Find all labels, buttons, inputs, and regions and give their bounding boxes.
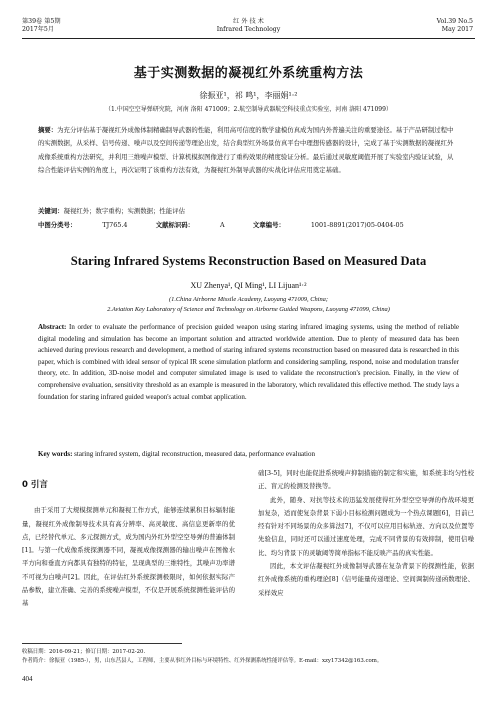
section-heading-intro: 0 引言 [22,480,48,490]
affiliation-en-2: 2.Aviation Key Laboratory of Science and Technology on Airborne Guided Weapons, Luoyang 471099, China) [107,306,390,313]
clc-label: 中图分类号： [38,221,77,229]
abstract-en-label: Abstract: [38,323,67,331]
paper-title-en: Staring Infrared Systems Reconstruction Based on Measured Data [70,254,427,268]
keywords-cn [38,206,459,215]
abstract-cn-label: 摘要： [38,126,58,134]
publish-date: 2017年5月 [22,26,55,33]
keywords-en [38,450,459,458]
body-right-column [258,467,474,600]
body-paragraph: 此外，随身、对抗等技术的迅猛发展使得红外型空空导弹的作战环境更加复杂，适而使复杂背景下弱小目标检测问题成为一个热点课题[6]，目前已经有针对不同场景的众多算法[7]，不仅可以应用目标轨迹、方向以及位置等先验信息，同时还可以通过速度处理，完成不同背景的有效抑制，使用信噪比、均匀背景下的灵敏阈等简单指标不能反映产品的真实性能。 [258,495,474,557]
body-paragraph: 由于采用了大规模探测单元和凝视工作方式，能够连续累积目标辐射能量，凝视红外成像制导技术具有高分辨率、高灵敏度、高信息更新率的优点，已经替代单元、多元探测方式，成为国内外红外型空空导弹的普遍体制[1]。与第一代成像系统探测器不同，凝视成像探测器的输出噪声在图像水平方向和垂直方向都具有独特的特征，呈现典型的三维特性，其噪声功率谱不可视为白噪声[2]。因此，在评估红外系统探测极限时，如何依据实际产品参数，建立准确、完善的系统噪声模型，不仅是开展系统探测性能评估的基 [22,506,235,608]
body-paragraph: 因此，本文评估凝视红外成像制导武器在复杂背景下的探测性能，依据红外成像系统的重构理论[8]（信号能量传递理论、空间调制传递函数理论、采样效应 [258,562,474,597]
abstract-en-text: In order to evaluate the performance of precision guided weapon using staring infrared imaging systems, using the method of reliable digital modeling and simulation has become an important solution and attracted worldwide attention. Due to plenty of measured data has been achieved during previous research and development, a method of staring infrared systems reconstruction based on measured data is researched in this paper, which is combined with ideal sensor of typical IR scene simulation platform and considering sampling, respond, noise and modulation transfer theory, etc. In addition, 3D-noise model and computer simulated image is used to validate the reconstruction's precision. Finally, in the view of comprehensive evaluation, sensitivity threshold as an example is measured in the laboratory, which revalidated this effective method. The study lays a foundation for staring infrared guided weapon's actual combat application. [38,323,460,401]
footnote-author: 作者简介：徐振亚（1985-），男，山东莒县人，工程师，主要从事红外目标与环境特性、红外探测系统性能评估等。E-mail：xzy17342@163.com。 [22,658,383,664]
doc-code-label: 文献标识码： [155,221,195,229]
body-paragraph: 础[3-5]，同时也能促进系统噪声抑制措施的制定和实施，如系统非均匀性校正、盲元的检测及替换等。 [258,469,474,491]
keywords-cn-text: 凝视红外；数字重构；实测数据；性能评估 [63,207,185,215]
doc-code-value: A [220,221,225,229]
journal-volume-info-en [437,18,473,34]
clc-value: TJ765.4 [102,221,128,229]
publish-date-en: May 2017 [441,26,473,33]
page-number: 404 [22,675,33,683]
article-no-value: 1001-8891(2017)05-0404-05 [310,221,404,229]
authors-en: XU Zhenya¹, QI Ming¹, LI Lijuan¹·² [190,281,307,290]
header-divider [22,38,475,39]
footnote-received: 收稿日期：2016-09-21；修订日期：2017-02-20. [22,649,146,655]
abstract-cn-text: 为充分评估基于凝视红外成像体制精确制导武器的性能，利用高可信度的数学建模仿真成为国内外普遍关注的重要途径。基于产品研制过程中的实测数据，从采样、信号传递、噪声以及空间传递等理论出发，结合典型红外场景仿真平台中理想传感器的设计，完成了基于实测数据的凝视红外成像系统重构方法研究，并利用三维噪声模型、计算机模拟图像进行了重构效果的精度验证分析。最后通过灵敏度阈值开展了实验室内验证试验，从综合性能评估实例的角度上，再次证明了该重构方法有效，为凝视红外制导武器的实战化评估应用奠定基础。 [38,126,454,174]
body-left-column [22,467,235,611]
volume-issue-en: Vol.39 No.5 [436,18,473,25]
affiliation-en-1: (1.China Airborne Missile Academy, Luoyang 471009, China; [169,296,328,303]
volume-issue: 第39卷 第5期 [22,18,61,25]
keywords-en-label: Key words: [38,450,73,458]
paper-title-cn: 基于实测数据的凝视红外系统重构方法 [133,66,364,81]
affiliation-cn: （1.中国空空导弹研究院，河南 洛阳 471009；2.航空制导武器航空科技重点实验室，河南 洛阳 471099） [105,106,392,113]
keywords-en-text: staring infrared system, digital reconstruction, measured data, performance evaluation [74,450,315,458]
abstract-en [38,322,459,403]
article-no-label: 文章编号： [252,221,285,229]
journal-name-en: Infrared Technology [216,26,281,33]
classification-line [38,220,459,229]
keywords-cn-label: 关键词： [38,207,64,215]
abstract-cn [38,124,459,177]
authors-cn: 徐振亚¹，祁 鸣¹，李丽娟¹·² [199,91,298,100]
journal-name-cn: 红 外 技 术 [233,18,264,25]
footnote-divider [22,643,182,644]
journal-name-block [0,18,497,34]
